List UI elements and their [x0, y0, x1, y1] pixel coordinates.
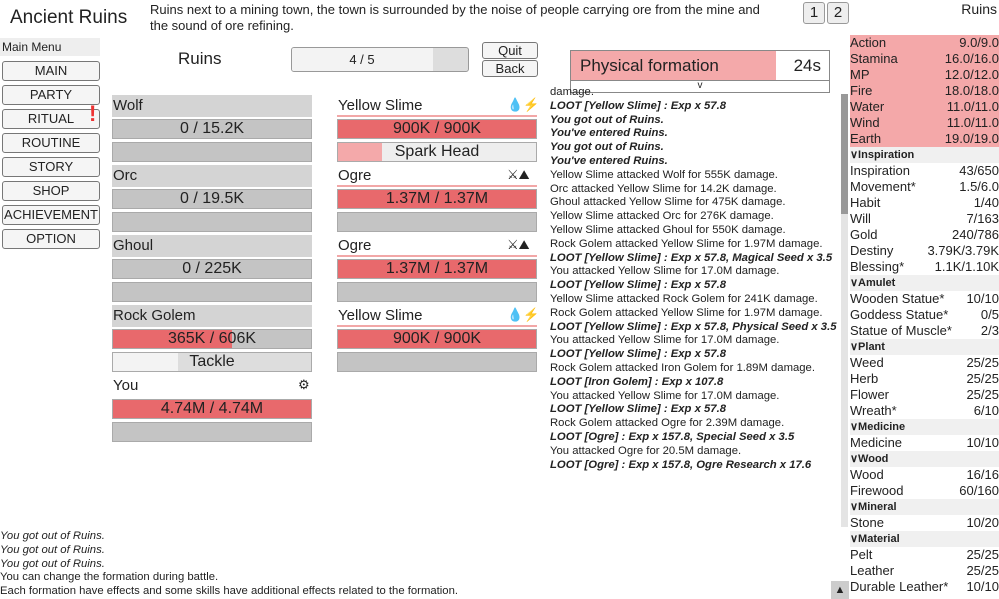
element-icons: 💧⚡ — [507, 97, 540, 112]
resource-name: Flower — [850, 387, 890, 402]
action-bar — [112, 352, 312, 372]
resource-name: Durable Leather* — [850, 579, 949, 594]
resource-row — [850, 435, 999, 451]
resource-row — [850, 35, 999, 51]
resource-row — [850, 83, 999, 99]
resource-name: Earth — [850, 131, 882, 146]
log-entry: LOOT [Ogre] : Exp x 157.8, Ogre Research x 17.6 — [550, 458, 812, 471]
resource-name: Statue of Muscle* — [850, 323, 952, 338]
resource-name: Inspiration — [850, 163, 910, 178]
resource-value: 10/10 — [966, 291, 999, 306]
menu-item-routine[interactable]: ROUTINE — [2, 133, 100, 153]
formation-timer: 24s — [793, 56, 821, 75]
resource-name: Gold — [850, 227, 878, 242]
log-entry: LOOT [Yellow Slime] : Exp x 57.8 — [550, 279, 726, 292]
hp-text: 1.37M / 1.37M — [385, 260, 489, 277]
menu-item-shop[interactable]: SHOP — [2, 181, 100, 201]
resource-row — [850, 515, 999, 531]
status-messages — [0, 530, 830, 599]
resource-row — [850, 259, 999, 275]
progress-text: 4 / 5 — [349, 52, 375, 67]
hp-bar — [112, 329, 312, 349]
resource-name: Stone — [850, 515, 884, 530]
log-entry: LOOT [Yellow Slime] : Exp x 57.8 — [550, 348, 726, 361]
resource-name: Weed — [850, 355, 884, 370]
hp-text: 365K / 606K — [167, 330, 257, 347]
log-entry: You attacked Yellow Slime for 17.0M damage. — [550, 334, 780, 347]
resource-name: Stamina — [850, 51, 898, 66]
resource-row — [850, 355, 999, 371]
resource-row — [850, 483, 999, 499]
resource-value: 11.0/11.0 — [946, 99, 999, 114]
resource-value: 16/16 — [966, 467, 999, 482]
resource-value: 43/650 — [959, 163, 999, 178]
resource-category[interactable]: ∨Inspiration — [850, 147, 999, 163]
action-bar — [112, 422, 312, 442]
resource-value: 25/25 — [966, 355, 999, 370]
log-entry: You've entered Ruins. — [550, 127, 668, 140]
resource-row — [850, 563, 999, 579]
resource-category[interactable]: ∨Plant — [850, 339, 999, 355]
resource-row — [850, 67, 999, 83]
resource-value: 18.0/18.0 — [944, 83, 999, 98]
formation-selector[interactable] — [570, 50, 830, 81]
resource-row — [850, 227, 999, 243]
menu-item-main[interactable]: MAIN — [2, 61, 100, 81]
battle-log — [550, 86, 840, 523]
hp-bar — [337, 119, 537, 139]
action-name: Spark Head — [394, 143, 480, 160]
resource-value: 2/3 — [980, 323, 999, 338]
log-entry: You attacked Yellow Slime for 17.0M damage. — [550, 389, 780, 402]
log-entry: You got out of Ruins. — [550, 141, 664, 154]
resource-row — [850, 211, 999, 227]
resource-name: Blessing* — [850, 259, 905, 274]
location-label: Ruins — [961, 1, 997, 17]
auto-icon[interactable]: ⚙ — [298, 377, 310, 392]
log-entry: Yellow Slime attacked Ghoul for 550K damage. — [550, 223, 786, 236]
hp-text: 0 / 15.2K — [179, 120, 245, 137]
allies-name: Wolf — [113, 97, 143, 114]
resource-name: Firewood — [850, 483, 904, 498]
formation-name: Physical formation — [580, 56, 719, 75]
resource-name: Herb — [850, 371, 879, 386]
resource-value: 9.0/9.0 — [959, 35, 999, 50]
action-bar — [112, 212, 312, 232]
hp-bar — [112, 189, 312, 209]
allies-name: Rock Golem — [113, 307, 196, 324]
scroll-up-icon[interactable]: ▲ — [831, 581, 849, 599]
hp-bar — [112, 119, 312, 139]
resource-row — [850, 547, 999, 563]
resource-row — [850, 467, 999, 483]
formation-expand-button[interactable]: v — [570, 80, 830, 93]
enemies-name: Yellow Slime — [338, 307, 423, 324]
status-line: You got out of Ruins. — [0, 530, 105, 542]
resource-name: Will — [850, 211, 871, 226]
log-entry: Yellow Slime attacked Rock Golem for 241K damage. — [550, 292, 818, 305]
log-entry: You've entered Ruins. — [550, 154, 668, 167]
resource-value: 25/25 — [966, 371, 999, 386]
log-entry: Rock Golem attacked Yellow Slime for 1.97M damage. — [550, 306, 823, 319]
resource-name: Water — [850, 99, 885, 114]
log-entry: damage. — [550, 86, 594, 98]
log-entry: Rock Golem attacked Yellow Slime for 1.97M damage. — [550, 237, 823, 250]
resource-row — [850, 371, 999, 387]
page-2-button[interactable]: 2 — [827, 2, 849, 24]
resource-name: Medicine — [850, 435, 903, 450]
log-entry: You got out of Ruins. — [550, 113, 664, 126]
resource-value: 0/5 — [980, 307, 999, 322]
menu-item-option[interactable]: OPTION — [2, 229, 100, 249]
log-entry: Yellow Slime attacked Orc for 276K damage. — [550, 210, 774, 223]
resource-row — [850, 195, 999, 211]
resource-category[interactable]: ∨Wood — [850, 451, 999, 467]
resource-value: 3.79K/3.79K — [927, 243, 999, 258]
resource-name: Wooden Statue* — [850, 291, 945, 306]
resource-name: Leather — [850, 563, 895, 578]
resource-name: Action — [850, 35, 887, 50]
log-entry: LOOT [Yellow Slime] : Exp x 57.8 — [550, 99, 726, 112]
resource-row — [850, 131, 999, 147]
resource-row — [850, 387, 999, 403]
action-name: Tackle — [189, 353, 235, 370]
resource-value: 1.5/6.0 — [959, 179, 999, 194]
resource-row — [850, 99, 999, 115]
resource-row — [850, 243, 999, 259]
hp-bar — [337, 329, 537, 349]
resource-value: 16.0/16.0 — [944, 51, 999, 66]
page-1-button[interactable]: 1 — [803, 2, 825, 24]
resource-name: Fire — [850, 83, 873, 98]
log-entry: Rock Golem attacked Ogre for 2.39M damage. — [550, 417, 785, 430]
resource-value: 12.0/12.0 — [944, 67, 999, 82]
log-entry: You attacked Yellow Slime for 17.0M damage. — [550, 265, 780, 278]
log-entry: LOOT [Iron Golem] : Exp x 107.8 — [550, 375, 724, 388]
resource-value: 7/163 — [966, 211, 999, 226]
status-line: You got out of Ruins. — [0, 557, 105, 570]
menu-item-party[interactable]: PARTY — [2, 85, 100, 105]
resource-value: 1/40 — [973, 195, 999, 210]
hp-text: 0 / 225K — [182, 260, 242, 277]
resource-value: 19.0/19.0 — [944, 131, 999, 146]
action-bar — [337, 142, 537, 162]
menu-item-achievement[interactable]: ACHIEVEMENT — [2, 205, 100, 225]
resource-value: 10/10 — [966, 435, 999, 450]
resource-row — [850, 403, 999, 419]
log-entry: Rock Golem attacked Iron Golem for 1.89M damage. — [550, 361, 815, 374]
resource-name: Movement* — [850, 179, 916, 194]
menu-item-ritual[interactable]: RITUAL — [2, 109, 100, 129]
status-line: You got out of Ruins. — [0, 543, 105, 556]
allies-name: You — [113, 377, 139, 394]
action-bar — [112, 282, 312, 302]
enemies-name: Ogre — [338, 237, 372, 254]
quit-button[interactable]: Quit — [482, 42, 538, 59]
element-icons: ⚔⛰ — [507, 167, 530, 182]
ritual-alert-icon: ! — [89, 101, 97, 126]
enemies-name: Ogre — [338, 167, 372, 184]
resource-row — [850, 291, 999, 307]
menu-item-story[interactable]: STORY — [2, 157, 100, 177]
resource-name: Goddess Statue* — [850, 307, 949, 322]
resource-row — [850, 51, 999, 67]
resource-value: 11.0/11.0 — [946, 115, 999, 130]
hp-bar — [112, 259, 312, 279]
log-entry: LOOT [Ogre] : Exp x 157.8, Special Seed x 3.5 — [550, 430, 795, 443]
resource-row — [850, 579, 999, 595]
resource-name: Wind — [850, 115, 880, 130]
resource-value: 6/10 — [973, 403, 999, 418]
resource-name: Habit — [850, 195, 881, 210]
enemies-name: Yellow Slime — [338, 97, 423, 114]
page-title: Ancient Ruins — [10, 7, 128, 28]
resource-panel — [850, 35, 999, 595]
hp-bar — [337, 259, 537, 279]
action-bar — [337, 212, 537, 232]
log-entry: LOOT [Yellow Slime] : Exp x 57.8, Magical Seed x 3.5 — [550, 251, 833, 264]
resource-value: 25/25 — [966, 563, 999, 578]
resource-value: 25/25 — [966, 387, 999, 402]
status-line: Each formation have effects and some skills have additional effects related to the formation. — [0, 585, 458, 598]
element-icons: 💧⚡ — [507, 307, 540, 322]
resource-category[interactable]: ∨Material — [850, 531, 999, 547]
resource-row — [850, 115, 999, 131]
resource-row — [850, 179, 999, 195]
resource-value: 60/160 — [959, 483, 999, 498]
hp-text: 4.74M / 4.74M — [160, 400, 264, 417]
resource-name: Destiny — [850, 243, 894, 258]
hp-text: 1.37M / 1.37M — [385, 190, 489, 207]
dungeon-progress-bar — [291, 47, 469, 72]
hp-text: 0 / 19.5K — [179, 190, 245, 207]
zone-name: Ruins — [178, 49, 222, 68]
log-entry: LOOT [Yellow Slime] : Exp x 57.8 — [550, 403, 726, 416]
hp-bar — [337, 189, 537, 209]
log-entry: Orc attacked Yellow Slime for 14.2K damage. — [550, 182, 777, 195]
resource-value: 10/20 — [966, 515, 999, 530]
hp-text: 900K / 900K — [392, 330, 482, 347]
element-icons: ⚔⛰ — [507, 237, 530, 252]
resource-value: 10/10 — [966, 579, 999, 594]
main-menu-title: Main Menu — [0, 38, 100, 56]
resource-name: Wood — [850, 467, 884, 482]
resource-value: 240/786 — [952, 227, 999, 242]
allies-name: Orc — [113, 167, 138, 184]
log-entry: Yellow Slime attacked Wolf for 555K damage. — [550, 168, 778, 181]
log-scrollbar[interactable] — [841, 94, 848, 527]
resource-row — [850, 323, 999, 339]
resource-category[interactable]: ∨Mineral — [850, 499, 999, 515]
area-description: Ruins next to a mining town, the town is surrounded by the noise of people carrying ore from the mine and the sound of ore refining. — [150, 2, 760, 33]
log-entry: You attacked Ogre for 20.5M damage. — [550, 444, 742, 457]
status-line: You can change the formation during battle. — [0, 571, 219, 584]
resource-category[interactable]: ∨Medicine — [850, 419, 999, 435]
action-bar — [337, 352, 537, 372]
log-entry: LOOT [Yellow Slime] : Exp x 57.8, Physical Seed x 3.5 — [550, 320, 837, 333]
hp-text: 900K / 900K — [392, 120, 482, 137]
resource-row — [850, 163, 999, 179]
back-button[interactable]: Back — [482, 60, 538, 77]
log-entry: Ghoul attacked Yellow Slime for 475K damage. — [550, 196, 786, 209]
hp-bar — [112, 399, 312, 419]
resource-row — [850, 307, 999, 323]
allies-name: Ghoul — [113, 237, 154, 254]
resource-category[interactable]: ∨Amulet — [850, 275, 999, 291]
resource-name: Pelt — [850, 547, 873, 562]
resource-name: MP — [850, 67, 870, 82]
action-bar — [337, 282, 537, 302]
resource-value: 25/25 — [966, 547, 999, 562]
resource-value: 1.1K/1.10K — [934, 259, 999, 274]
resource-name: Wreath* — [850, 403, 897, 418]
action-bar — [112, 142, 312, 162]
